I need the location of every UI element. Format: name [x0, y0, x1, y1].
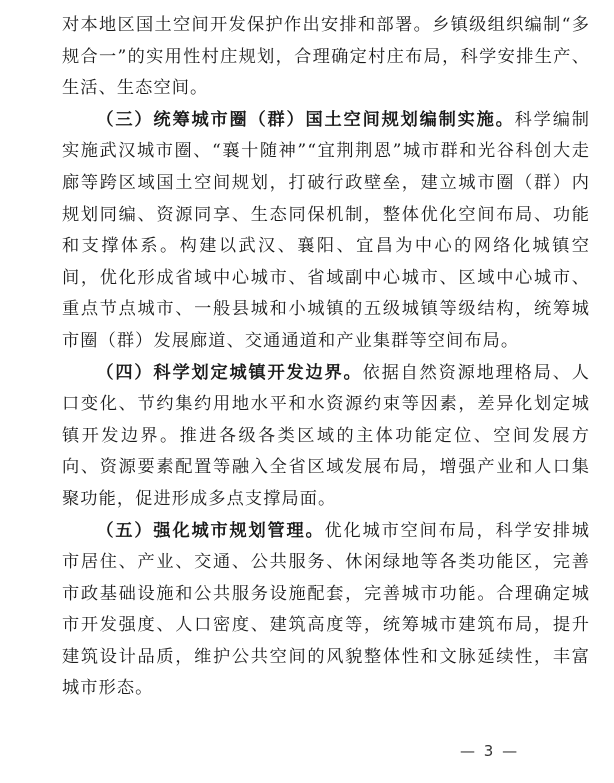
section-heading: （三）统筹城市圈（群）国土空间规划编制实施。 [96, 109, 515, 130]
paragraph-text: 科学编制实施武汉城市圈、“襄十随神”“宜荆荆恩”城市群和光谷科创大走廊等跨区域国土空间规划，打破行政壁垒，建立城市圈（群）内规划同编、资源同享、生态同保机制，整体优化空间布局、功能和支撑体系。构建以武汉、襄阳、宜昌为中心的网络化城镇空间，优化形成省域中心城市、省域副中心城市、区域中心城市、重点节点城市、一般县城和小城镇的五级城镇等级结构，统筹城市圈（群）发展廊道、交通通道和产业集群等空间布局。 [62, 109, 590, 351]
paragraph-text: 对本地区国土空间开发保护作出安排和部署。乡镇级组织编制“多规合一”的实用性村庄规划，合理确定村庄布局，科学安排生产、生活、生态空间。 [62, 15, 590, 99]
paragraph-text: 依据自然资源地理格局、人口变化、节约集约用地水平和水资源约束等因素，差异化划定城镇开发边界。推进各级各类区域的主体功能定位、空间发展方向、资源要素配置等融入全省区域发展布局，增强产业和人口集聚功能，促进形成多点支撑局面。 [62, 362, 591, 509]
paragraph-continuation [62, 10, 590, 105]
paragraph-text: 优化城市空间布局，科学安排城市居住、产业、交通、公共服务、休闲绿地等各类功能区，完善市政基础设施和公共服务设施配套，完善城市功能。合理确定城市开发强度、人口密度、建筑高度等，统筹城市建筑布局，提升建筑设计品质，维护公共空间的风貌整体性和文脉延续性，丰富城市形态。 [62, 520, 590, 699]
paragraph-section-4 [62, 358, 590, 516]
section-heading: （五）强化城市规划管理。 [96, 520, 325, 541]
document-body [62, 10, 590, 705]
page-number: — 3 — [460, 742, 520, 760]
section-heading: （四）科学划定城镇开发边界。 [96, 362, 363, 383]
paragraph-section-5 [62, 516, 590, 706]
paragraph-section-3 [62, 105, 590, 358]
